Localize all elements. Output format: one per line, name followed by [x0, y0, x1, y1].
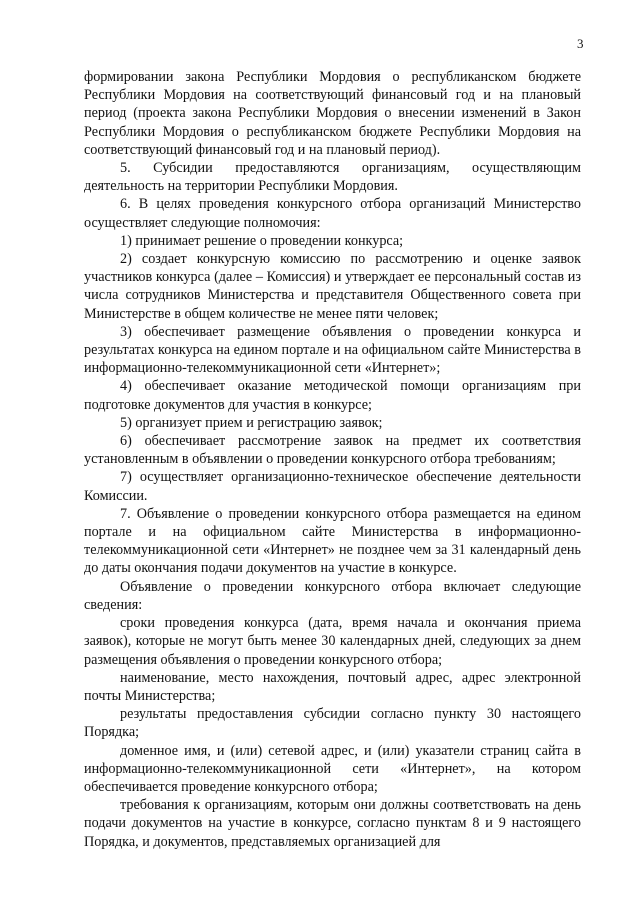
- paragraph: 1) принимает решение о проведении конкурса;: [120, 232, 404, 249]
- document-body: [84, 68, 581, 851]
- paragraph: 6) обеспечивает рассмотрение заявок на предмет их соответствия установленным в объявлении о проведении конкурсного отбора требованиям;: [84, 433, 581, 468]
- paragraph: 5. Субсидии предоставляются организациям, осуществляющим деятельность на территории Республики Мордовия.: [84, 160, 581, 195]
- paragraph: 3) обеспечивает размещение объявления о проведении конкурса и результатах конкурса на едином портале и на официальном сайте Министерства в информационно-телекоммуникационной сети «Интернет»;: [84, 323, 581, 377]
- paragraph: 4) обеспечивает оказание методической помощи организациям при подготовке документов для участия в конкурсе;: [84, 378, 581, 413]
- paragraph: 7. Объявление о проведении конкурсного отбора размещается на едином портале и на официальном сайте Министерства в информационно-телекоммуникационной сети «Интернет» не позднее чем за 31 календарный день до даты окончания подачи документов на участие в конкурсе.: [84, 505, 581, 577]
- paragraph: результаты предоставления субсидии согласно пункту 30 настоящего Порядка;: [84, 706, 581, 741]
- paragraph: доменное имя, и (или) сетевой адрес, и (или) указатели страниц сайта в информационно-телекоммуникационной сети «Интернет», на котором обеспечивается проведение конкурсного отбора;: [84, 742, 581, 795]
- paragraph: 6. В целях проведения конкурсного отбора организаций Министерство осуществляет следующие полномочия:: [84, 196, 581, 231]
- paragraph: сроки проведения конкурса (дата, время начала и окончания приема заявок), которые не могут быть менее 30 календарных дней, следующих за днем размещения объявления о проведении конкурсного отбора;: [84, 615, 581, 668]
- page-number: 3: [577, 36, 584, 51]
- paragraph: наименование, место нахождения, почтовый адрес, адрес электронной почты Министерства;: [84, 669, 581, 704]
- paragraph: 2) создает конкурсную комиссию по рассмотрению и оценке заявок участников конкурса (далее – Комиссия) и утверждает ее персональный состав из числа сотрудников Министерства и представителя Общественного совета при Министерстве в общем количестве не менее пяти человек;: [84, 251, 581, 322]
- paragraph: требования к организациям, которым они должны соответствовать на день подачи документов на участие в конкурсе, согласно пунктам 8 и 9 настоящего Порядка, и документов, представляемых организацией для: [84, 797, 581, 850]
- paragraph: 7) осуществляет организационно-техническое обеспечение деятельности Комиссии.: [84, 469, 581, 504]
- paragraph: 5) организует прием и регистрацию заявок;: [120, 414, 383, 431]
- paragraph: формировании закона Республики Мордовия о республиканском бюджете Республики Мордовия на соответствующий финансовый год и на плановый период (проекта закона Республики Мордовия о внесении изменений в Закон Республики Мордовия о республиканском бюджете Республики Мордовия на соответствующий финансовый год и на плановый период).: [84, 69, 581, 158]
- paragraph: Объявление о проведении конкурсного отбора включает следующие сведения:: [84, 578, 581, 613]
